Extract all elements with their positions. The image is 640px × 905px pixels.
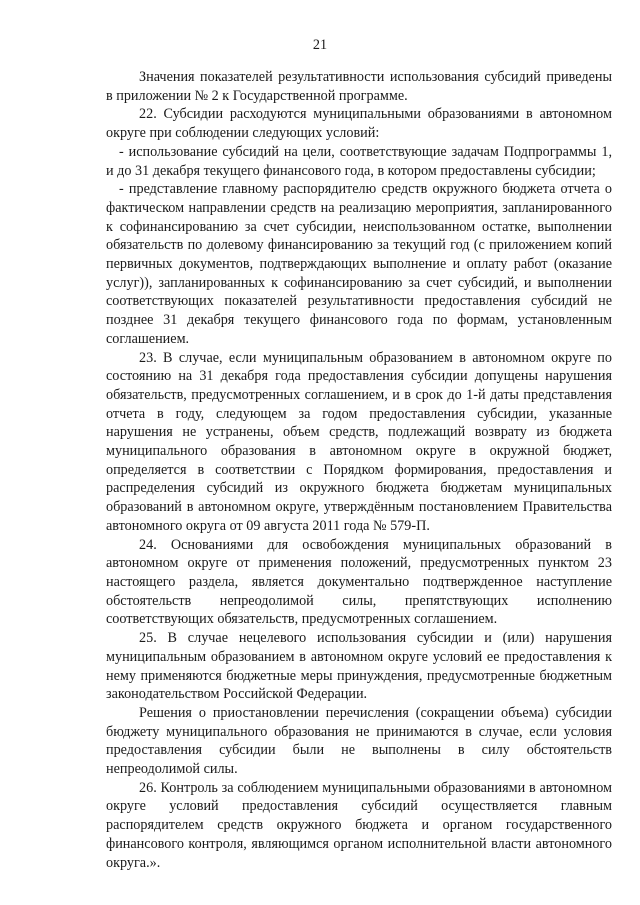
paragraph-25: 25. В случае нецелевого использования субсидии и (или) нарушения муниципальным образованием в автономном округе условий ее предоставления к нему применяются бюджетные меры принуждения, предусмотренные бюджетным законодательством Российской Федерации. (106, 630, 612, 703)
paragraph-23: 23. В случае, если муниципальным образованием в автономном округе по состоянию на 31 декабря года предоставления субсидии допущены нарушения обязательств, предусмотренных соглашением, и в срок до 1-й даты представления отчета в году, следующем за годом предоставления субсидии, указанные нарушения не устранены, объем средств, подлежащий возврату из бюджета муниципального образования в автономном округе в окружной бюджет, определяется в соответствии с Порядком формирования, предоставления и распределения субсидий из окружного бюджета бюджетам муниципальных образований в автономном округе, утверждённым постановлением Правительства автономного округа от 09 августа 2011 года № 579-П. (106, 349, 612, 534)
page-number: 21 (312, 37, 328, 53)
paragraph-22-condition-2: - представление главному распорядителю средств окружного бюджета отчета о фактическом направлении средств на реализацию мероприятия, запланированного к софинансированию за счет субсидии, неиспользованном остатке, выполнении обязательств по долевому финансированию за текущий год (с приложением копий первичных документов, подтверждающих выполнение и оплату работ (оказание услуг)), запланированных к софинансированию за счет субсидий, и выполнении соответствующих показателей результативности предоставления субсидий не позднее 31 декабря текущего финансового года по формам, установленным соглашением. (106, 181, 612, 347)
paragraph-22-condition-1: - использование субсидий на цели, соответствующие задачам Подпрограммы 1, и до 31 декабря текущего финансового года, в котором предоставлены субсидии; (106, 143, 612, 179)
paragraph-22: 22. Субсидии расходуются муниципальными образованиями в автономном округе при соблюдении следующих условий: (106, 106, 612, 142)
paragraph-suspension-decisions: Решения о приостановлении перечисления (сокращении объема) субсидии бюджету муниципального образования не принимаются в случае, если условия предоставления субсидии были не выполнены в силу обстоятельств непреодолимой силы. (106, 704, 612, 778)
paragraph-26: 26. Контроль за соблюдением муниципальными образованиями в автономном округе условий предоставления субсидий осуществляется главным распорядителем средств окружного бюджета и органом государственного финансового контроля, являющимся органом исполнительной власти автономного округа.». (106, 779, 612, 871)
paragraph-24: 24. Основаниями для освобождения муниципальных образований в автономном округе от применения положений, предусмотренных пунктом 23 настоящего раздела, является документально подтвержденное наступление обстоятельств непреодолимой силы, препятствующих исполнению соответствующих обязательств, предусмотренных соглашением. (106, 536, 612, 628)
paragraph-indicators-note: Значения показателей результативности использования субсидий приведены в приложении № 2 к Государственной программе. (106, 69, 612, 104)
document-body (106, 68, 612, 872)
